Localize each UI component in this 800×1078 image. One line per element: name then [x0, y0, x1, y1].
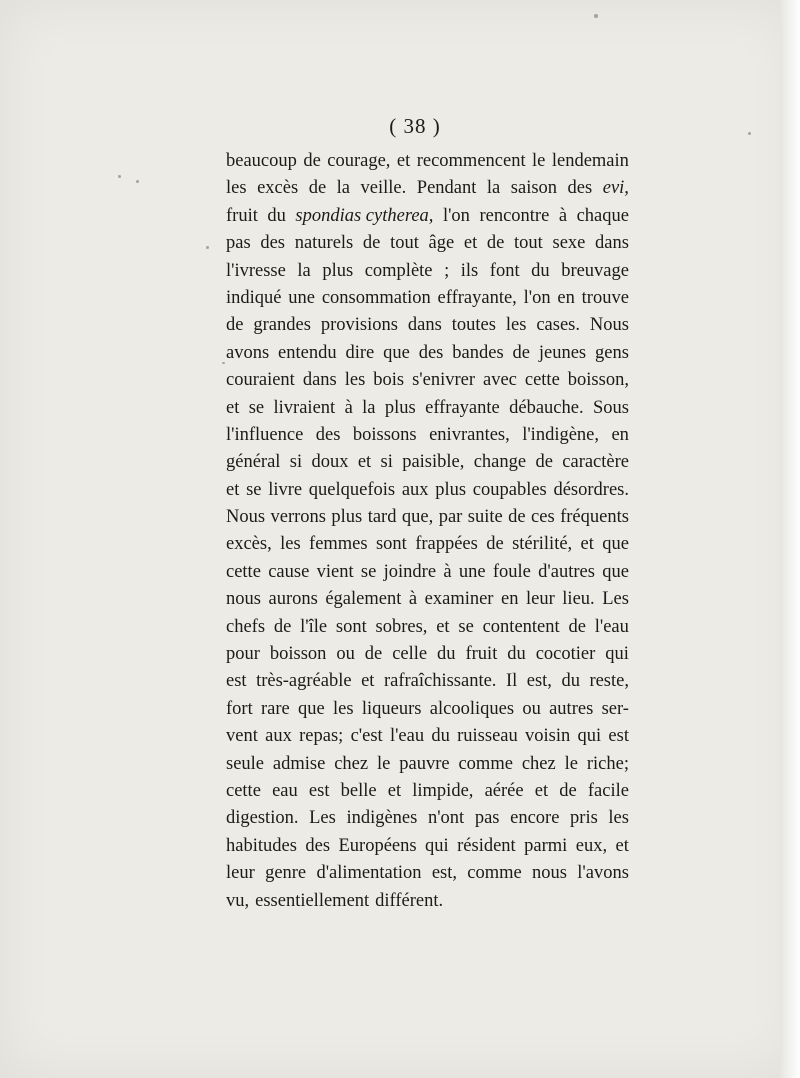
- text-line: [226, 395, 629, 422]
- word: admise: [272, 753, 326, 774]
- word: et: [387, 780, 402, 801]
- word: plus: [435, 479, 467, 500]
- word: vent: [226, 726, 258, 747]
- word: repas;: [299, 726, 344, 747]
- word: à: [408, 589, 418, 610]
- word: doux: [311, 452, 349, 473]
- word: que: [602, 534, 629, 555]
- word: résident: [457, 835, 516, 856]
- word: cette: [524, 370, 560, 391]
- word: débauche.: [509, 397, 584, 418]
- word: le: [376, 753, 391, 774]
- word: pris: [570, 808, 598, 829]
- word: alcooliques: [429, 698, 515, 719]
- word: breuvage: [561, 260, 629, 281]
- text-line: [226, 860, 629, 887]
- word: et: [534, 780, 549, 801]
- word: de: [362, 233, 381, 254]
- word: complète: [364, 260, 433, 281]
- word: entendu: [278, 342, 337, 363]
- word: Européens: [338, 835, 417, 856]
- word: est: [226, 671, 247, 692]
- word: recommencent: [416, 151, 526, 171]
- text-line: [226, 888, 629, 915]
- word: veille.: [360, 178, 407, 199]
- word: dans: [302, 370, 337, 391]
- word: plus: [331, 507, 363, 528]
- word: chez: [521, 753, 556, 774]
- word: les: [505, 315, 527, 336]
- word: une: [458, 561, 486, 582]
- word: genre: [265, 863, 307, 884]
- word: evi,: [602, 178, 629, 199]
- word: belle: [340, 780, 377, 801]
- word: grandes: [253, 315, 311, 336]
- word: joindre: [383, 561, 437, 582]
- word: et: [357, 452, 372, 473]
- word: effrayante,: [437, 287, 517, 308]
- word: Les: [309, 808, 336, 829]
- word: et: [436, 616, 450, 637]
- word: sobres,: [375, 616, 428, 637]
- word: livraient: [273, 397, 336, 418]
- word: du: [561, 671, 580, 692]
- word: est: [608, 726, 629, 747]
- text-line: [226, 668, 629, 695]
- word: caractère: [562, 452, 629, 473]
- word: pour: [226, 644, 260, 665]
- word: leur: [526, 589, 555, 610]
- word: et: [580, 534, 594, 555]
- word: dire: [345, 342, 375, 363]
- word: l'eau: [594, 616, 629, 637]
- word: Pendant: [416, 178, 477, 199]
- word: sont: [375, 534, 407, 555]
- text-line: [226, 614, 629, 641]
- word: stérilité,: [512, 534, 573, 555]
- word: voisin: [525, 726, 571, 747]
- word: coupables: [472, 479, 547, 500]
- word: est,: [526, 671, 552, 692]
- word: si: [380, 452, 393, 473]
- word: pas: [474, 808, 500, 829]
- word: désordres.: [553, 479, 629, 500]
- word: spondias cytherea,: [295, 205, 434, 226]
- word: limpide,: [412, 780, 474, 801]
- word: liqueurs: [361, 698, 422, 719]
- paper-speck: [594, 14, 598, 18]
- paper-speck: [136, 180, 139, 183]
- word: ou: [336, 644, 355, 665]
- word: saison: [510, 178, 558, 199]
- word: de: [303, 151, 321, 171]
- word: l'on: [523, 287, 551, 308]
- word: de: [364, 644, 383, 665]
- text-line: [226, 175, 629, 202]
- word: livre: [268, 479, 303, 500]
- word: de: [568, 616, 586, 637]
- word: de: [486, 233, 505, 254]
- word: qui: [425, 835, 449, 856]
- word: Sous: [592, 397, 629, 418]
- word: facile: [587, 780, 629, 801]
- word: boissons: [352, 424, 417, 445]
- word: sont: [335, 616, 367, 637]
- word: aux: [401, 479, 429, 500]
- word: enivrantes,: [429, 424, 510, 445]
- word: riche;: [586, 753, 629, 774]
- word: fort: [226, 698, 253, 719]
- word: à: [443, 561, 452, 582]
- word: tout: [514, 233, 543, 254]
- paper-speck: [206, 246, 209, 249]
- word: aurons: [268, 589, 318, 610]
- word: ruisseau: [457, 726, 518, 747]
- word: que,: [401, 507, 434, 528]
- word: et: [226, 479, 240, 500]
- word: pas: [226, 233, 251, 254]
- word: qui: [605, 644, 629, 665]
- word: naturels: [294, 233, 354, 254]
- word: bandes: [452, 342, 504, 363]
- word: en: [557, 287, 575, 308]
- text-line: [226, 723, 629, 750]
- word: beaucoup: [226, 151, 297, 171]
- text-line: [226, 586, 629, 613]
- word: gens: [595, 342, 629, 363]
- word: autres: [549, 698, 594, 719]
- word: dans: [407, 315, 442, 336]
- word: c'est: [350, 726, 383, 747]
- word: des: [305, 835, 331, 856]
- word: lieu.: [562, 589, 595, 610]
- word: font: [489, 260, 520, 281]
- word: comme: [467, 863, 522, 884]
- word: indiqué: [226, 287, 282, 308]
- word: cocotier: [535, 644, 596, 665]
- word: l'influence: [226, 424, 304, 445]
- word: Nous: [589, 315, 629, 336]
- text-line: [226, 148, 629, 175]
- word: aux: [265, 726, 292, 747]
- word: contentent: [482, 616, 560, 637]
- word: différent.: [375, 890, 444, 911]
- paper-speck: [118, 175, 121, 178]
- text-line: [226, 696, 629, 723]
- word: la: [362, 397, 376, 418]
- text-line: [226, 751, 629, 778]
- word: bois: [373, 370, 405, 391]
- word: les: [280, 534, 301, 555]
- word: Les: [602, 589, 629, 610]
- word: boisson: [269, 644, 327, 665]
- word: tout: [390, 233, 419, 254]
- word: l'eau: [389, 726, 425, 747]
- word: parmi: [524, 835, 568, 856]
- word: cette: [226, 561, 261, 582]
- word: n'ont: [427, 808, 465, 829]
- word: et: [463, 233, 478, 254]
- word: trouve: [581, 287, 629, 308]
- text-line: [226, 449, 629, 476]
- word: s'enivrer: [412, 370, 476, 391]
- word: d'autres: [538, 561, 595, 582]
- text-line: [226, 230, 629, 257]
- word: est,: [431, 863, 457, 884]
- word: cause: [268, 561, 310, 582]
- word: couraient: [226, 370, 295, 391]
- word: femmes: [309, 534, 368, 555]
- word: l'avons: [577, 863, 629, 884]
- text-line: [226, 422, 629, 449]
- word: quelquefois: [308, 479, 396, 500]
- word: dans: [595, 233, 629, 254]
- word: que: [602, 561, 629, 582]
- word: de: [535, 452, 553, 473]
- word: âge: [428, 233, 455, 254]
- word: de: [486, 534, 504, 555]
- word: toutes: [451, 315, 496, 336]
- word: fréquents: [560, 507, 629, 528]
- text-line: [226, 833, 629, 860]
- word: Nous: [226, 507, 266, 528]
- word: le: [564, 753, 578, 774]
- word: du: [531, 260, 550, 281]
- page-number: ( 38 ): [389, 114, 441, 138]
- word: à: [558, 205, 568, 226]
- word: nous: [226, 589, 261, 610]
- word: d'alimentation: [316, 863, 422, 884]
- word: également: [325, 589, 402, 610]
- word: foule: [492, 561, 531, 582]
- word: très-agréable: [256, 671, 352, 692]
- word: habitudes: [226, 835, 297, 856]
- word: se: [248, 397, 265, 418]
- word: chefs: [226, 616, 266, 637]
- word: en: [501, 589, 519, 610]
- word: examiner: [424, 589, 494, 610]
- word: des: [418, 342, 444, 363]
- word: les: [608, 808, 629, 829]
- word: la: [486, 178, 501, 199]
- word: du: [507, 644, 526, 665]
- word: rafraîchissante.: [383, 671, 497, 692]
- word: les: [226, 178, 247, 199]
- word: des: [315, 424, 341, 445]
- text-line: [226, 778, 629, 805]
- text-line: [226, 531, 629, 558]
- text-line: [226, 559, 629, 586]
- word: l'on: [442, 205, 470, 226]
- word: pauvre: [399, 753, 450, 774]
- word: le: [532, 151, 546, 171]
- word: indigènes: [346, 808, 418, 829]
- word: fruit: [226, 205, 258, 226]
- word: digestion.: [226, 808, 299, 829]
- word: que: [298, 698, 325, 719]
- word: de: [559, 780, 577, 801]
- word: cases.: [536, 315, 580, 336]
- word: de: [226, 315, 244, 336]
- word: ser-: [601, 698, 629, 719]
- text-line: [226, 340, 629, 367]
- word: celle: [392, 644, 428, 665]
- text-line: [226, 258, 629, 285]
- word: du: [437, 644, 456, 665]
- text-line: [226, 285, 629, 312]
- word: à: [344, 397, 353, 418]
- text-line: [226, 641, 629, 668]
- word: en: [611, 424, 629, 445]
- word: vu,: [226, 890, 250, 911]
- text-line: [226, 312, 629, 339]
- word: lendemain: [551, 151, 629, 171]
- word: rencontre: [479, 205, 550, 226]
- word: des: [260, 233, 286, 254]
- word: de: [308, 178, 327, 199]
- word: reste,: [589, 671, 629, 692]
- word: fruit: [465, 644, 498, 665]
- word: essentiellement: [255, 890, 370, 911]
- word: avec: [483, 370, 517, 391]
- paper-speck: [222, 362, 225, 364]
- word: est: [308, 780, 330, 801]
- word: ils: [460, 260, 479, 281]
- word: leur: [226, 863, 255, 884]
- word: et: [615, 835, 629, 856]
- word: excès,: [226, 534, 272, 555]
- word: se: [246, 479, 262, 500]
- word: l'île: [300, 616, 328, 637]
- page-edge: [780, 0, 800, 1078]
- word: les: [333, 698, 354, 719]
- word: effrayante: [425, 397, 500, 418]
- word: de: [512, 342, 530, 363]
- word: la: [297, 260, 311, 281]
- word: nous: [532, 863, 567, 884]
- word: du: [431, 726, 450, 747]
- word: les: [344, 370, 366, 391]
- word: seule: [226, 753, 265, 774]
- word: et: [361, 671, 375, 692]
- word: jeunes: [538, 342, 587, 363]
- word: que: [383, 342, 410, 363]
- word: vient: [316, 561, 354, 582]
- word: par: [438, 507, 463, 528]
- word: eux,: [575, 835, 608, 856]
- text-line: [226, 477, 629, 504]
- word: se: [360, 561, 377, 582]
- word: comme: [458, 753, 513, 774]
- text-line: [226, 504, 629, 531]
- word: ;: [444, 260, 450, 281]
- word: rare: [261, 698, 290, 719]
- word: suite: [467, 507, 503, 528]
- word: et: [226, 397, 240, 418]
- body-text: [226, 148, 629, 915]
- word: sexe: [552, 233, 586, 254]
- word: eau: [272, 780, 298, 801]
- word: qui: [577, 726, 602, 747]
- word: ou: [522, 698, 541, 719]
- text-line: [226, 367, 629, 394]
- word: avons: [226, 342, 270, 363]
- word: Il: [505, 671, 518, 692]
- word: change: [473, 452, 527, 473]
- word: se: [458, 616, 474, 637]
- word: aérée: [484, 780, 524, 801]
- word: courage,: [327, 151, 391, 171]
- word: provisions: [320, 315, 398, 336]
- text-line: [226, 203, 629, 230]
- word: boisson,: [567, 370, 629, 391]
- word: la: [336, 178, 351, 199]
- word: chez: [334, 753, 369, 774]
- text-line: [226, 805, 629, 832]
- word: l'indigène,: [522, 424, 600, 445]
- word: verrons: [270, 507, 326, 528]
- word: et: [396, 151, 411, 171]
- word: excès: [257, 178, 299, 199]
- word: si: [289, 452, 303, 473]
- word: ces: [531, 507, 555, 528]
- word: plus: [322, 260, 354, 281]
- word: une: [288, 287, 316, 308]
- word: l'ivresse: [226, 260, 286, 281]
- word: paisible,: [402, 452, 465, 473]
- word: cette: [226, 780, 261, 801]
- word: du: [267, 205, 286, 226]
- word: des: [567, 178, 593, 199]
- word: plus: [384, 397, 416, 418]
- word: de: [508, 507, 526, 528]
- word: général: [226, 452, 281, 473]
- word: de: [273, 616, 292, 637]
- word: frappées: [415, 534, 478, 555]
- word: chaque: [576, 205, 629, 226]
- word: tard: [367, 507, 397, 528]
- word: consommation: [321, 287, 431, 308]
- word: encore: [510, 808, 560, 829]
